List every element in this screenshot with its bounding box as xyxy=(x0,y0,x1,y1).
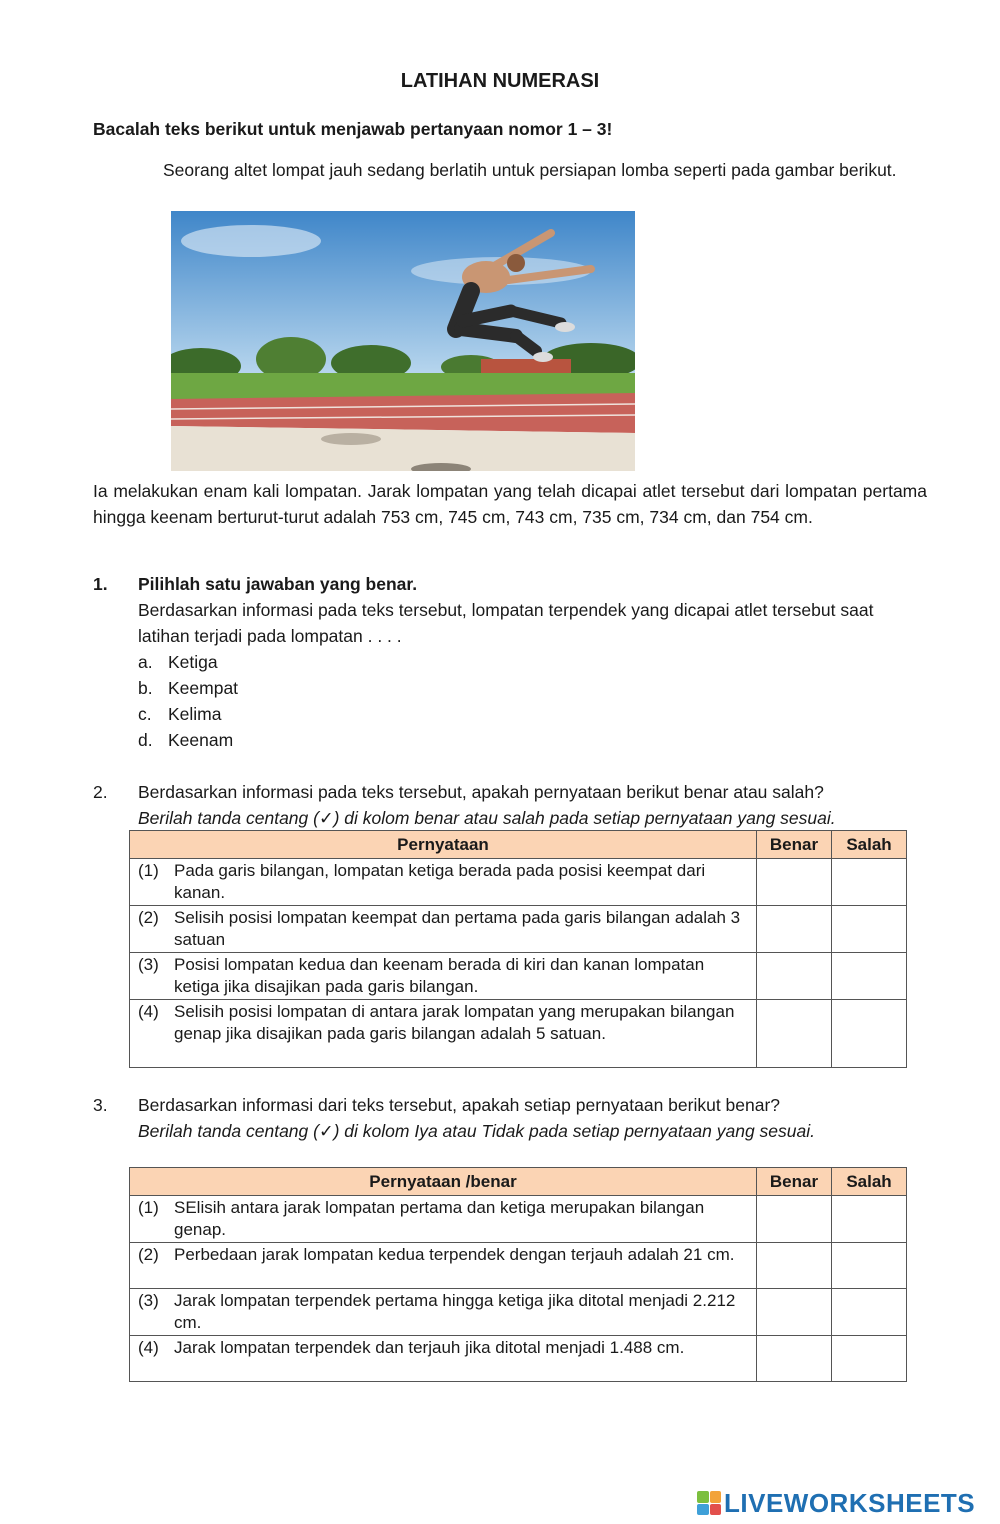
false-checkbox[interactable] xyxy=(832,953,907,1000)
false-checkbox[interactable] xyxy=(832,1000,907,1068)
question-2 xyxy=(138,779,928,831)
statement-text: Jarak lompatan terpendek pertama hingga ketiga jika ditotal menjadi 2.212 cm. xyxy=(174,1291,736,1332)
option-c[interactable]: c. Kelima xyxy=(138,704,222,724)
question-2-text: Berdasarkan informasi pada teks tersebut, apakah pernyataan berikut benar atau salah? xyxy=(138,782,824,802)
statement-text: Selisih posisi lompatan di antara jarak lompatan yang merupakan bilangan genap jika disajikan pada garis bilangan adalah 5 satuan. xyxy=(174,1002,735,1043)
true-checkbox[interactable] xyxy=(757,1289,832,1336)
table-row: (1) Pada garis bilangan, lompatan ketiga berada pada posisi keempat dari kanan. xyxy=(130,859,907,906)
false-checkbox[interactable] xyxy=(832,1336,907,1382)
true-checkbox[interactable] xyxy=(757,953,832,1000)
intro-body: Seorang altet lompat jauh sedang berlatih untuk persiapan lomba seperti pada gambar berikut. xyxy=(163,160,897,180)
statement-text: Posisi lompatan kedua dan keenam berada di kiri dan kanan lompatan ketiga jika disajikan pada garis bilangan. xyxy=(174,955,705,996)
statement-text: Selisih posisi lompatan keempat dan pertama pada garis bilangan adalah 3 satuan xyxy=(174,908,741,949)
question-1-instruction: Pilihlah satu jawaban yang benar. xyxy=(138,574,418,594)
table-row: (1) SElisih antara jarak lompatan pertama dan ketiga merupakan bilangan genap. xyxy=(130,1196,907,1243)
true-checkbox[interactable] xyxy=(757,1000,832,1068)
table-row: (3) Jarak lompatan terpendek pertama hingga ketiga jika ditotal menjadi 2.212 cm. xyxy=(130,1289,907,1336)
table-row: (2) Selisih posisi lompatan keempat dan pertama pada garis bilangan adalah 3 satuan xyxy=(130,906,907,953)
false-checkbox[interactable] xyxy=(832,1243,907,1289)
table-row: (4) Jarak lompatan terpendek dan terjauh jika ditotal menjadi 1.488 cm. xyxy=(130,1336,907,1382)
question-3-number: 3. xyxy=(93,1095,108,1115)
true-checkbox[interactable] xyxy=(757,1336,832,1382)
statement-text: Jarak lompatan terpendek dan terjauh jika ditotal menjadi 1.488 cm. xyxy=(174,1338,685,1357)
false-checkbox[interactable] xyxy=(832,906,907,953)
question-2-instruction: Berilah tanda centang (✓) di kolom benar atau salah pada setiap pernyataan yang sesuai. xyxy=(138,808,836,828)
question-1-number: 1. xyxy=(93,574,108,594)
option-a[interactable]: a. Ketiga xyxy=(138,652,218,672)
statement-text: SElisih antara jarak lompatan pertama dan ketiga merupakan bilangan genap. xyxy=(174,1198,705,1239)
reading-instruction: Bacalah teks berikut untuk menjawab pertanyaan nomor 1 – 3! xyxy=(93,119,613,139)
header-true: Benar xyxy=(757,1168,832,1196)
table-row: (2) Perbedaan jarak lompatan kedua terpendek dengan terjauh adalah 21 cm. xyxy=(130,1243,907,1289)
true-checkbox[interactable] xyxy=(757,1243,832,1289)
page-title: LATIHAN NUMERASI xyxy=(400,70,600,92)
table-row: (4) Selisih posisi lompatan di antara jarak lompatan yang merupakan bilangan genap jika disajikan pada garis bilangan adalah 5 satuan. xyxy=(130,1000,907,1068)
header-false: Salah xyxy=(832,831,907,859)
header-statement: Pernyataan /benar xyxy=(130,1168,757,1196)
question-3-text: Berdasarkan informasi dari teks tersebut, apakah setiap pernyataan berikut benar? xyxy=(138,1095,781,1115)
table-row: (3) Posisi lompatan kedua dan keenam berada di kiri dan kanan lompatan ketiga jika disajikan pada garis bilangan. xyxy=(130,953,907,1000)
option-d[interactable]: d. Keenam xyxy=(138,730,234,750)
header-false: Salah xyxy=(832,1168,907,1196)
logo-text: LIVEWORKSHEETS xyxy=(724,1488,976,1518)
false-checkbox[interactable] xyxy=(832,1196,907,1243)
question-2-number: 2. xyxy=(93,782,108,802)
long-jump-photo xyxy=(171,211,635,471)
question-3-table xyxy=(129,1167,907,1382)
question-1-text: Berdasarkan informasi pada teks tersebut, lompatan terpendek yang dicapai atlet tersebut saat latihan terjadi pada lompatan . . . . xyxy=(138,600,874,646)
question-1 xyxy=(138,571,928,753)
question-2-table xyxy=(129,830,907,1068)
option-b[interactable]: b. Keempat xyxy=(138,678,239,698)
statement-text: Pada garis bilangan, lompatan ketiga berada pada posisi keempat dari kanan. xyxy=(174,861,706,902)
false-checkbox[interactable] xyxy=(832,859,907,906)
jump-data-paragraph: Ia melakukan enam kali lompatan. Jarak lompatan yang telah dicapai atlet tersebut dari lompatan pertama hingga keenam berturut-turut adalah 753 cm, 745 cm, 743 cm, 735 cm, 734 cm, dan 754 cm. xyxy=(93,481,927,527)
true-checkbox[interactable] xyxy=(757,1196,832,1243)
true-checkbox[interactable] xyxy=(757,859,832,906)
header-true: Benar xyxy=(757,831,832,859)
header-statement: Pernyataan xyxy=(130,831,757,859)
question-3-instruction: Berilah tanda centang (✓) di kolom Iya atau Tidak pada setiap pernyataan yang sesuai. xyxy=(138,1121,816,1141)
liveworksheets-logo xyxy=(697,1490,975,1516)
false-checkbox[interactable] xyxy=(832,1289,907,1336)
intro-text xyxy=(93,157,927,183)
question-3 xyxy=(138,1092,928,1144)
true-checkbox[interactable] xyxy=(757,906,832,953)
statement-text: Perbedaan jarak lompatan kedua terpendek dengan terjauh adalah 21 cm. xyxy=(174,1245,735,1264)
liveworksheets-mark-icon xyxy=(697,1491,721,1515)
